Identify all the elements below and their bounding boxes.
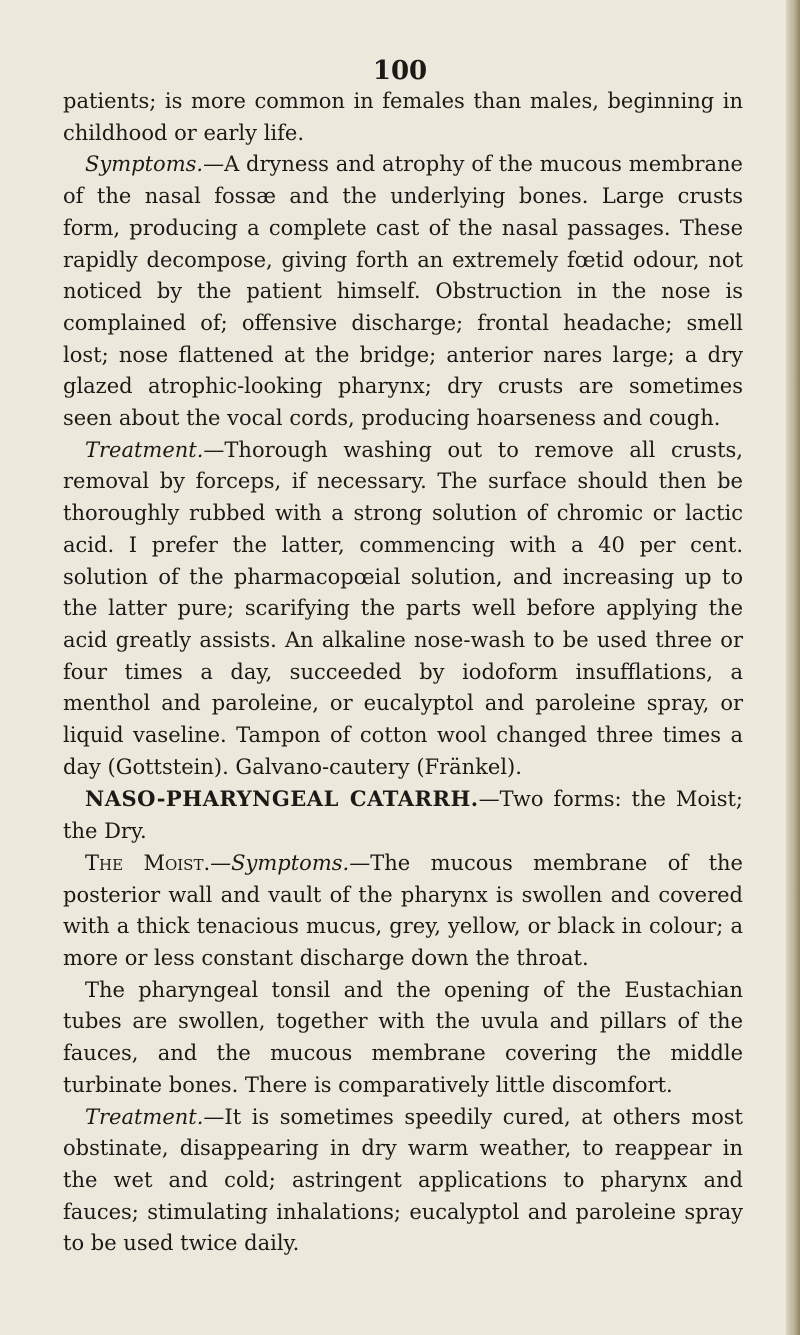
page-number: 100 (372, 56, 428, 86)
body-text (63, 86, 743, 1260)
paragraph-continuation: patients; is more common in females than males, beginning in childhood or early life. (63, 89, 743, 145)
heading-naso-pharyngeal-catarrh: NASO-PHARYNGEAL CATARRH. (85, 786, 479, 812)
subheading-symptoms: —Symptoms. (210, 850, 350, 875)
symptoms-text: —A dryness and atrophy of the mucous membrane of the nasal fossæ and the underlying bones. Large crusts form, producing a complete cast of the nasal passages. These rapidly decompose, giving forth an extremely fœtid odour, not noticed by the patient himself. Obstruction in the nose is complained of; offensive discharge; frontal headache; smell lost; nose flattened at the bridge; anterior nares large; a dry glazed atrophic-looking pharynx; dry crusts are sometimes seen about the vocal cords, producing hoarseness and cough. (63, 152, 743, 431)
paragraph-moist-treatment (63, 1102, 743, 1261)
paragraph-treatment (63, 435, 743, 784)
heading-treatment: Treatment. (85, 437, 204, 462)
treatment-text: —Thorough washing out to remove all crusts, removal by forceps, if necessary. The surface should then be thoroughly rubbed with a strong solution of chromic or lactic acid. I prefer the latter, commencing with a 40 per cent. solution of the pharmacopœial solution, and increasing up to the latter pure; scarifying the parts well before applying the acid greatly assists. An alkaline nose-wash to be used three or four times a day, succeeded by iodoform insufflations, a menthol and paroleine, or eucalyptol and paroleine spray, or liquid vaseline. Tampon of cotton wool changed three times a day (Gottstein). Galvano-cautery (Fränkel). (63, 437, 743, 779)
naso-pharyngeal-text: —Two forms: the Moist; the Dry. (63, 787, 743, 844)
paragraph-pharyngeal-tonsil: The pharyngeal tonsil and the opening of the Eustachian tubes are swollen, together with the uvula and pillars of the fauces, and the mucous membrane covering the middle turbinate bones. There is comparatively little discomfort. (63, 977, 743, 1097)
heading-symptoms: Symptoms. (85, 152, 204, 177)
paragraph-naso-pharyngeal (63, 783, 743, 847)
page-edge-shadow (786, 0, 800, 1335)
paragraph-moist (63, 848, 743, 975)
heading-the-moist: The Moist. (85, 850, 211, 875)
moist-text: —The mucous membrane of the posterior wall and vault of the pharynx is swollen and covered with a thick tenacious mucus, grey, yellow, or black in colour; a more or less constant discharge down the throat. (63, 850, 743, 970)
heading-moist-treatment: Treatment. (85, 1104, 204, 1129)
moist-treatment-text: —It is sometimes speedily cured, at others most obstinate, disappearing in dry warm weather, to reappear in the wet and cold; astringent applications to pharynx and fauces; stimulating inhalations; eucalyptol and paroleine spray to be used twice daily. (63, 1104, 743, 1256)
paragraph-symptoms (63, 149, 743, 434)
